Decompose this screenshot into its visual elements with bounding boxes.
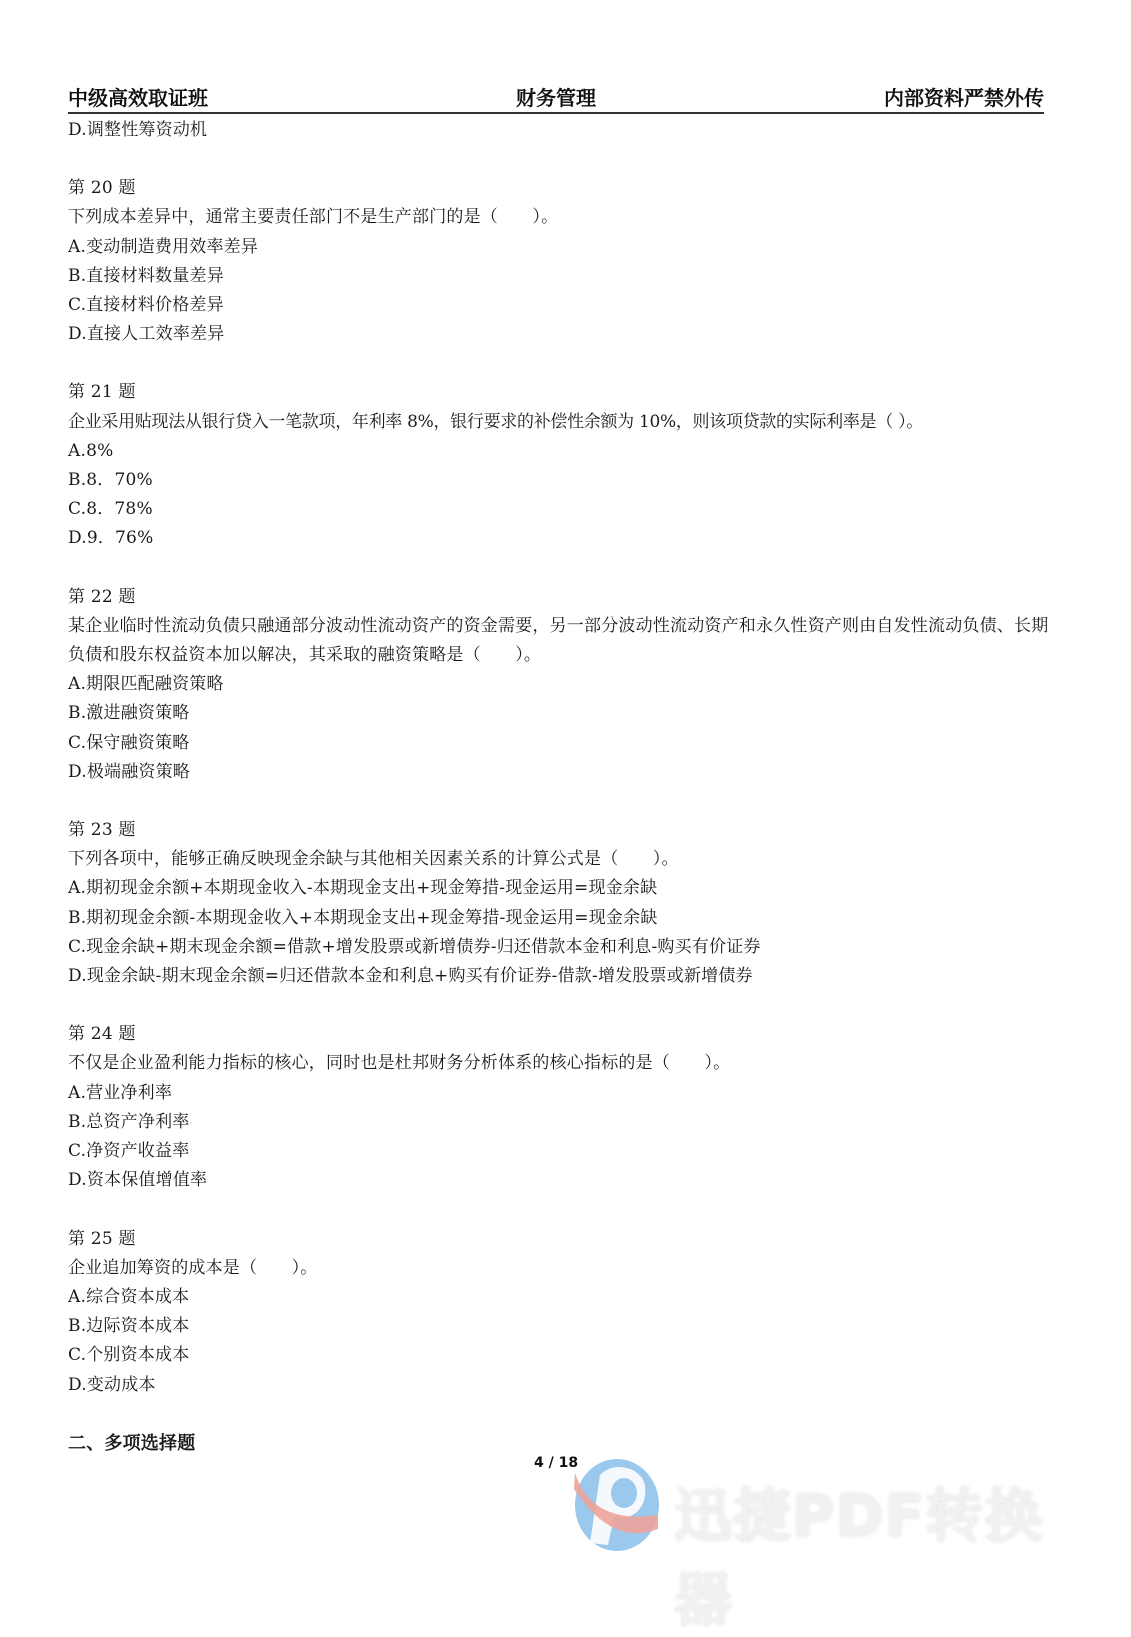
question-stem: 企业采用贴现法从银行贷入一笔款项，年利率 8%，银行要求的补偿性余额为 10%，则该项贷款的实际利率是（ ）。 — [68, 411, 923, 432]
option-d: D.极端融资策略 — [68, 761, 191, 782]
option-b: B.直接材料数量差异 — [68, 265, 224, 286]
question-24 — [68, 1020, 1058, 1195]
header-subject: 财务管理 — [516, 86, 596, 110]
question-stem: 企业追加筹资的成本是（ ）。 — [68, 1257, 318, 1278]
question-stem: 下列各项中，能够正确反映现金余缺与其他相关因素关系的计算公式是（ ）。 — [68, 849, 679, 870]
option-b: B.总资产净利率 — [68, 1111, 190, 1132]
watermark-text: 迅捷PDF转换器 — [674, 1482, 1044, 1634]
option-b: B.激进融资策略 — [68, 703, 190, 724]
option-a: A.变动制造费用效率差异 — [68, 236, 259, 257]
page-number: 4 / 18 — [534, 1455, 579, 1471]
header-course-name: 中级高效取证班 — [68, 86, 208, 110]
option-a: A.期限匹配融资策略 — [68, 674, 224, 695]
question-number: 第 21 题 — [68, 382, 136, 403]
option-c: C.直接材料价格差异 — [68, 295, 224, 316]
question-number: 第 24 题 — [68, 1024, 136, 1045]
question-stem: 下列成本差异中，通常主要责任部门不是生产部门的是（ ）。 — [68, 207, 559, 228]
question-stem: 某企业临时性流动负债只融通部分波动性流动资产的资金需要，另一部分波动性流动资产和永久性资产则由自发性流动负债、长期负债和股东权益资本加以解决，其采取的融资策略是（ ）。 — [68, 615, 1049, 666]
question-number: 第 20 题 — [68, 178, 136, 199]
question-21 — [68, 378, 1058, 553]
page-header — [68, 80, 1044, 114]
option-a: A.营业净利率 — [68, 1082, 173, 1103]
question-22 — [68, 583, 1058, 787]
question-23 — [68, 816, 1058, 991]
option-a: A.综合资本成本 — [68, 1286, 190, 1307]
option-d: D.资本保值增值率 — [68, 1170, 208, 1191]
option-a: A.8% — [68, 440, 114, 461]
question-number: 第 22 题 — [68, 586, 136, 607]
question-25 — [68, 1225, 1058, 1400]
carryover-option: D.调整性筹资动机 — [68, 120, 208, 140]
question-20 — [68, 174, 1058, 349]
option-b: B.期初现金余额-本期现金收入+本期现金支出+现金筹措-现金运用=现金余缺 — [68, 907, 658, 928]
option-d: D.9．76% — [68, 528, 154, 549]
option-c: C.现金余缺+期末现金余额=借款+增发股票或新增债券-归还借款本金和利息-购买有价证券 — [68, 936, 761, 957]
header-confidential-notice: 内部资料严禁外传 — [884, 86, 1044, 110]
watermark — [572, 1455, 1092, 1634]
option-d: D.变动成本 — [68, 1374, 156, 1395]
option-c: C.个别资本成本 — [68, 1345, 190, 1366]
question-number: 第 23 题 — [68, 820, 136, 841]
option-a: A.期初现金余额+本期现金收入-本期现金支出+现金筹措-现金运用=现金余缺 — [68, 878, 658, 899]
option-d: D.直接人工效率差异 — [68, 324, 225, 345]
section-title-multiple-choice: 二、多项选择题 — [68, 1432, 196, 1454]
option-c: C.保守融资策略 — [68, 732, 190, 753]
question-stem: 不仅是企业盈利能力指标的核心，同时也是杜邦财务分析体系的核心指标的是（ ）。 — [68, 1053, 731, 1074]
option-b: B.8．70% — [68, 470, 153, 491]
option-b: B.边际资本成本 — [68, 1316, 190, 1337]
option-d: D.现金余缺-期末现金余额=归还借款本金和利息+购买有价证券-借款-增发股票或新增债券 — [68, 966, 753, 987]
question-number: 第 25 题 — [68, 1228, 136, 1249]
document-body — [68, 116, 1058, 1458]
option-c: C.8．78% — [68, 499, 153, 520]
option-c: C.净资产收益率 — [68, 1141, 190, 1162]
xunjie-pdf-logo-icon — [572, 1455, 662, 1555]
